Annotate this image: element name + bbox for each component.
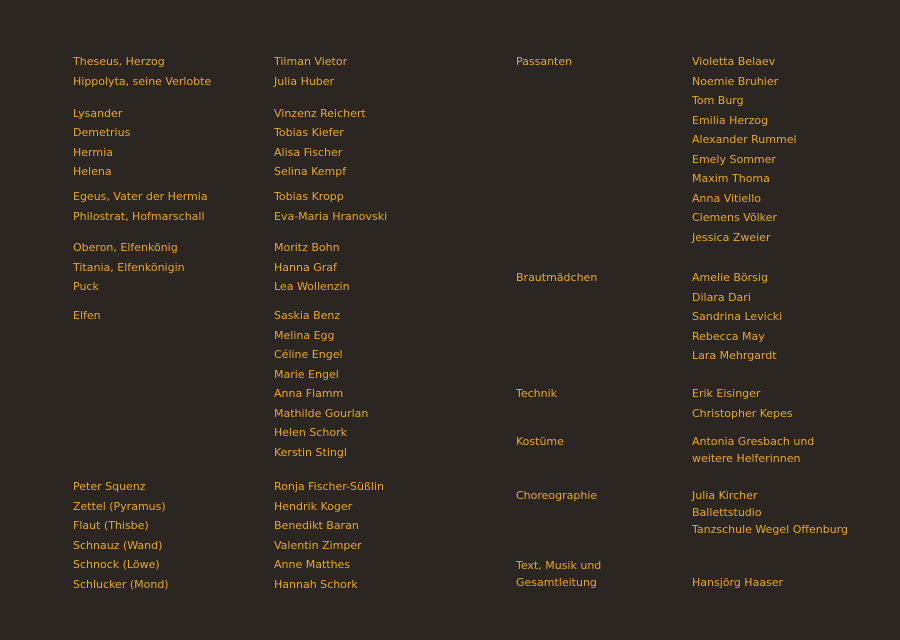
label-leitung-line1: Text, Musik und [516,559,602,572]
role-lysander: Lysander [73,107,123,120]
passant-name: Anna Vitiello [692,192,762,205]
actor-oberon: Moritz Bohn [274,241,340,254]
actor-elf: Helen Schork [274,426,347,439]
actor-lysander: Vinzenz Reichert [274,107,366,120]
role-philostrat: Philostrat, Hofmarschall [73,210,205,223]
role-hermia: Hermia [73,146,113,159]
role-squenz: Peter Squenz [73,480,146,493]
role-schlucker: Schlucker (Mond) [73,578,169,591]
role-helena: Helena [73,165,112,178]
passant-name: Noemie Bruhier [692,75,779,88]
brautmaedchen-name: Sandrina Levicki [692,310,783,323]
label-technik: Technik [516,387,558,400]
passant-name: Violetta Belaev [692,55,776,68]
label-brautmaedchen: Brautmädchen [516,271,598,284]
role-oberon: Oberon, Elfenkönig [73,241,178,254]
actor-puck: Lea Wollenzin [274,280,350,293]
role-egeus: Egeus, Vater der Hermia [73,190,208,203]
actor-elf: Céline Engel [274,348,343,361]
actor-elf: Melina Egg [274,329,335,342]
actor-flaut: Benedikt Baran [274,519,359,532]
technik-name: Erik Eisinger [692,387,761,400]
actor-helena: Selina Kempf [274,165,347,178]
label-passanten: Passanten [516,55,573,68]
actor-titania: Hanna Graf [274,261,337,274]
actor-schnock: Anne Matthes [274,558,351,571]
actor-theseus: Tilman Vietor [274,55,348,68]
leitung-name: Hansjörg Haaser [692,576,784,589]
brautmaedchen-name: Amelie Börsig [692,271,768,284]
role-theseus: Theseus, Herzog [73,55,165,68]
actor-elf: Marie Engel [274,368,339,381]
actor-schlucker: Hannah Schork [274,578,358,591]
actor-hermia: Alisa Fischer [274,146,343,159]
actor-hippolyta: Julia Huber [274,75,335,88]
label-kostueme: Kostüme [516,435,564,448]
brautmaedchen-name: Rebecca May [692,330,765,343]
role-zettel: Zettel (Pyramus) [73,500,166,513]
technik-name: Christopher Kepes [692,407,793,420]
passant-name: Emely Sommer [692,153,776,166]
actor-demetrius: Tobias Kiefer [274,126,344,139]
passant-name: Clemens Völker [692,211,777,224]
brautmaedchen-name: Lara Mehrgardt [692,349,777,362]
kostueme-name: weitere Helferinnen [692,452,801,465]
brautmaedchen-name: Dilara Dari [692,291,751,304]
actor-zettel: Hendrik Koger [274,500,353,513]
label-choreographie: Choreographie [516,489,598,502]
kostueme-name: Antonia Gresbach und [692,435,815,448]
actor-elf: Mathilde Gourlan [274,407,369,420]
role-elfen: Elfen [73,309,101,322]
actor-egeus: Tobias Kropp [274,190,344,203]
passant-name: Alexander Rummel [692,133,797,146]
actor-elf: Saskia Benz [274,309,341,322]
role-schnock: Schnock (Löwe) [73,558,160,571]
role-puck: Puck [73,280,99,293]
choreographie-name: Ballettstudio [692,506,762,519]
passant-name: Maxim Thoma [692,172,770,185]
role-demetrius: Demetrius [73,126,131,139]
role-hippolyta: Hippolyta, seine Verlobte [73,75,212,88]
choreographie-name: Julia Kircher [692,489,758,502]
actor-elf: Kerstin Stingl [274,446,347,459]
actor-elf: Anna Flamm [274,387,344,400]
passant-name: Tom Burg [692,94,744,107]
choreographie-name: Tanzschule Wegel Offenburg [692,523,848,536]
label-leitung-line2: Gesamtleitung [516,576,597,589]
actor-philostrat: Eva-Maria Hranovski [274,210,388,223]
passant-name: Jessica Zweier [692,231,771,244]
role-titania: Titania, Elfenkönigin [73,261,185,274]
passant-name: Emilia Herzog [692,114,769,127]
actor-squenz: Ronja Fischer-Süßlin [274,480,384,493]
role-schnauz: Schnauz (Wand) [73,539,163,552]
actor-schnauz: Valentin Zimper [274,539,362,552]
role-flaut: Flaut (Thisbe) [73,519,149,532]
